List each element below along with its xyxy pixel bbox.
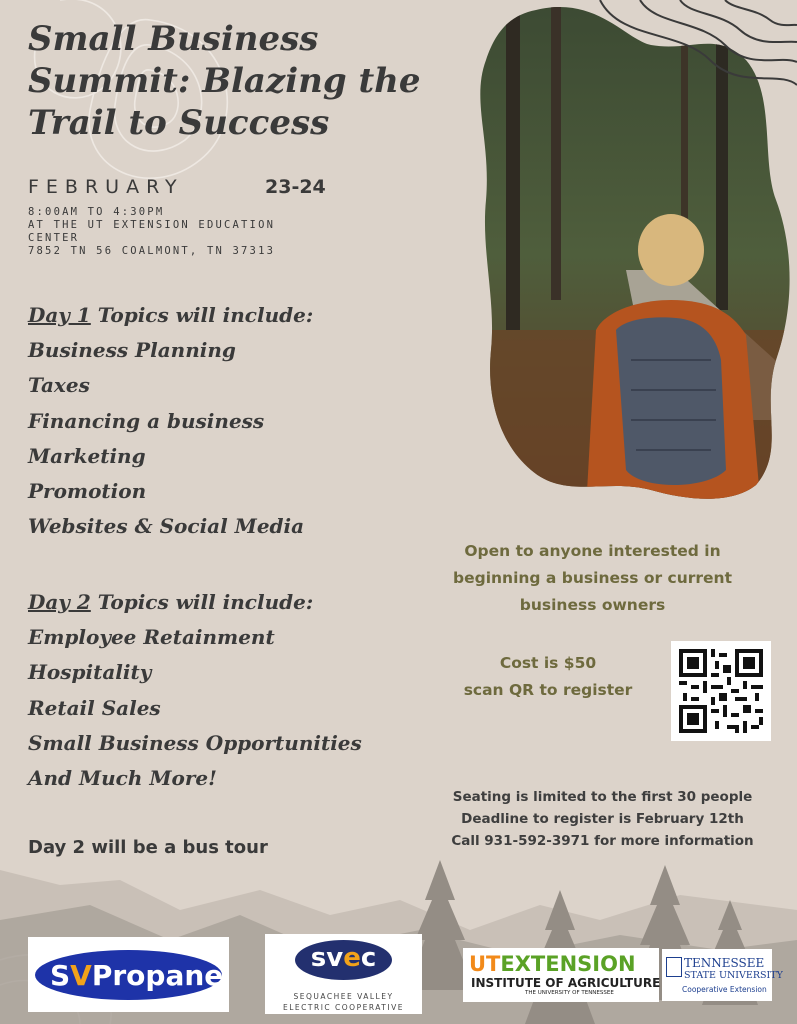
day-1-header-suffix: Topics will include: — [90, 303, 314, 327]
audience-line-2: beginning a business or current — [453, 569, 732, 587]
sv-propane-name: Propane — [91, 959, 224, 992]
topic-item: Financing a business — [28, 408, 265, 433]
title-line-1: Small Business — [28, 19, 319, 59]
topic-item: Marketing — [28, 443, 146, 468]
day-2-header-suffix: Topics will include: — [90, 590, 314, 614]
svec-name-line-2: ELECTRIC COOPERATIVE — [283, 1003, 404, 1012]
registration-deadline: Deadline to register is February 12th — [461, 811, 744, 827]
event-venue-line-2: CENTER — [28, 232, 80, 244]
tsu-seal-icon — [666, 957, 682, 977]
tsu-line-3: Cooperative Extension — [682, 985, 767, 994]
title-line-2: Summit: Blazing the — [28, 61, 421, 101]
cost-line-1: Cost is $50 — [499, 654, 597, 672]
registration-qr-code[interactable] — [671, 641, 771, 741]
extension-word: EXTENSION — [500, 952, 636, 976]
cost-info — [428, 650, 668, 704]
title-line-3: Trail to Success — [28, 103, 330, 143]
svec-name-line-1: SEQUACHEE VALLEY — [293, 992, 394, 1001]
sv-propane-wordmark — [50, 959, 223, 992]
tsu-logo — [662, 949, 783, 1001]
qr-code-icon — [671, 641, 771, 741]
topic-item: And Much More! — [28, 766, 217, 791]
ut-extension-logo — [463, 948, 659, 1002]
svec-e: e — [343, 943, 361, 973]
event-days: 23-24 — [265, 176, 326, 198]
institute-of-agriculture: INSTITUTE OF AGRICULTURE — [471, 976, 661, 990]
topic-item: Taxes — [28, 373, 90, 398]
sv-propane-logo — [28, 937, 229, 1012]
contact-phone: Call 931-592-3971 for more information — [451, 833, 754, 849]
topic-item: Hospitality — [28, 660, 152, 685]
svec-logo — [265, 934, 422, 1014]
bus-tour-note: Day 2 will be a bus tour — [28, 837, 268, 858]
day-1-topics — [28, 298, 313, 545]
day-2-topics — [28, 585, 362, 796]
day-1-label: Day 1 — [28, 303, 91, 327]
topic-item: Retail Sales — [28, 695, 161, 720]
event-month: FEBRUARY — [28, 176, 184, 198]
sv-propane-v: V — [70, 959, 92, 992]
seating-limit: Seating is limited to the first 30 people — [452, 789, 753, 805]
event-date — [28, 176, 326, 198]
svec-c: c — [360, 943, 377, 973]
ut-extension-wordmark — [469, 952, 636, 976]
tsu-line-2: STATE UNIVERSITY — [684, 970, 783, 981]
svec-wordmark — [295, 943, 392, 973]
contour-lines-top-right — [560, 0, 797, 120]
audience-line-1: Open to anyone interested in — [464, 542, 721, 560]
audience-info — [420, 538, 765, 619]
audience-line-3: business owners — [519, 596, 666, 614]
ut-mark: UT — [469, 952, 501, 976]
topic-item: Promotion — [28, 479, 147, 504]
event-venue-line-1: AT THE UT EXTENSION EDUCATION — [28, 219, 276, 231]
day-2-header — [28, 585, 362, 620]
event-title — [28, 18, 488, 144]
topic-item: Websites & Social Media — [28, 514, 305, 539]
day-2-label: Day 2 — [28, 590, 91, 614]
university-of-tennessee: THE UNIVERSITY OF TENNESSEE — [525, 990, 614, 996]
cost-line-2: scan QR to register — [463, 681, 633, 699]
event-details — [28, 206, 275, 258]
topic-item: Small Business Opportunities — [28, 730, 362, 755]
svec-v: v — [326, 943, 344, 973]
sv-propane-s: S — [50, 959, 71, 992]
registration-info — [420, 786, 785, 852]
topic-item: Employee Retainment — [28, 625, 275, 649]
event-address: 7852 TN 56 COALMONT, TN 37313 — [28, 245, 276, 257]
svec-s: s — [310, 943, 327, 973]
topic-item: Business Planning — [28, 338, 236, 362]
tsu-line-1: TENNESSEE — [684, 956, 765, 970]
event-time: 8:00AM TO 4:30PM — [28, 206, 165, 218]
day-1-header — [28, 298, 313, 333]
